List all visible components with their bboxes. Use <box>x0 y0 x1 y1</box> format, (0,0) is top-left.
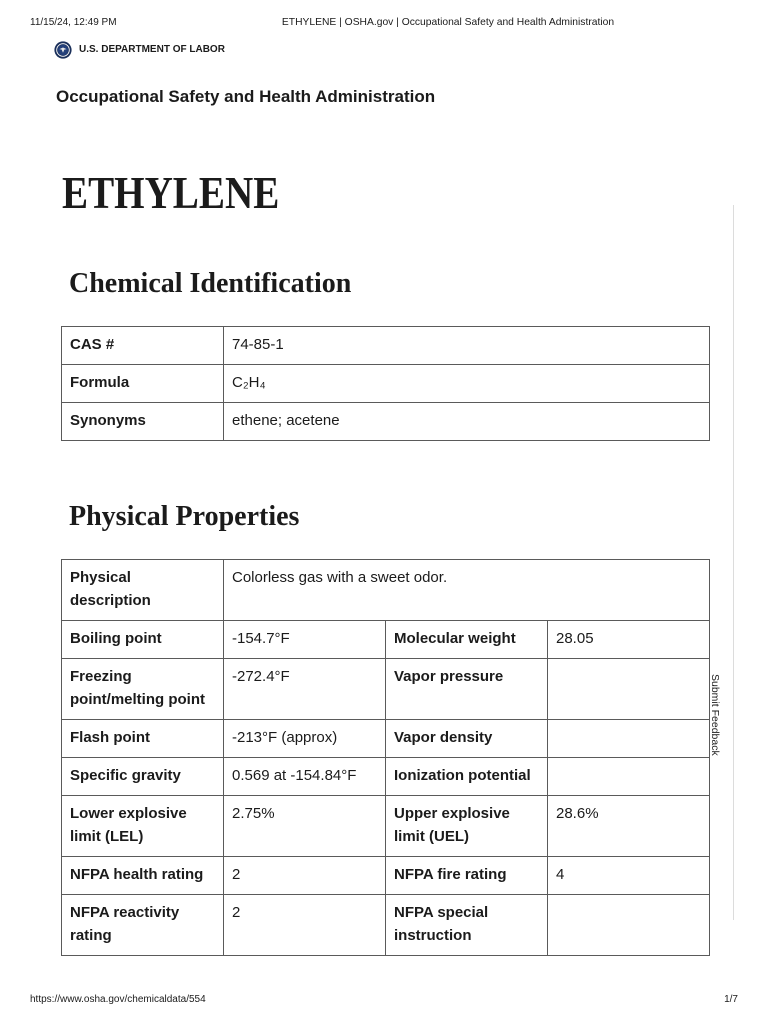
table-row <box>62 895 710 956</box>
print-footer-url: https://www.osha.gov/chemicaldata/554 <box>30 994 206 1005</box>
nfpa-reactivity-rating-label: NFPA reactivity rating <box>62 895 224 956</box>
table-row <box>62 857 710 895</box>
lower-explosive-limit-label: Lower explosive limit (LEL) <box>62 796 224 857</box>
ionization-potential-label: Ionization potential <box>386 758 548 796</box>
table-row <box>62 796 710 857</box>
formula-value: C₂H₄ <box>224 365 710 403</box>
chemical-identification-heading: Chemical Identification <box>69 268 352 299</box>
synonyms-label: Synonyms <box>62 403 224 441</box>
vapor-density-label: Vapor density <box>386 720 548 758</box>
nfpa-fire-rating-value: 4 <box>548 857 710 895</box>
dol-home-link[interactable] <box>54 41 225 59</box>
boiling-point-value: -154.7°F <box>224 621 386 659</box>
freezing-point-label: Freezing point/melting point <box>62 659 224 720</box>
department-name: U.S. DEPARTMENT OF LABOR <box>79 44 225 55</box>
print-header-title: ETHYLENE | OSHA.gov | Occupational Safety and Health Administration <box>281 17 615 28</box>
table-row <box>62 365 710 403</box>
flash-point-label: Flash point <box>62 720 224 758</box>
nfpa-special-instruction-label: NFPA special instruction <box>386 895 548 956</box>
synonyms-value: ethene; acetene <box>224 403 710 441</box>
table-row <box>62 758 710 796</box>
physical-description-label: Physical description <box>62 560 224 621</box>
vapor-density-value <box>548 720 710 758</box>
print-footer-page-indicator: 1/7 <box>724 994 738 1005</box>
vapor-pressure-label: Vapor pressure <box>386 659 548 720</box>
table-row <box>62 403 710 441</box>
nfpa-special-instruction-value <box>548 895 710 956</box>
nfpa-fire-rating-label: NFPA fire rating <box>386 857 548 895</box>
submit-feedback-button[interactable]: Submit Feedback <box>709 674 721 756</box>
formula-label: Formula <box>62 365 224 403</box>
lower-explosive-limit-value: 2.75% <box>224 796 386 857</box>
vapor-pressure-value <box>548 659 710 720</box>
nfpa-health-rating-label: NFPA health rating <box>62 857 224 895</box>
nfpa-health-rating-value: 2 <box>224 857 386 895</box>
side-divider <box>733 205 734 920</box>
upper-explosive-limit-value: 28.6% <box>548 796 710 857</box>
molecular-weight-value: 28.05 <box>548 621 710 659</box>
upper-explosive-limit-label: Upper explosive limit (UEL) <box>386 796 548 857</box>
molecular-weight-label: Molecular weight <box>386 621 548 659</box>
print-header-datetime: 11/15/24, 12:49 PM <box>30 17 117 28</box>
table-row <box>62 720 710 758</box>
cas-number-label: CAS # <box>62 327 224 365</box>
cas-number-value: 74-85-1 <box>224 327 710 365</box>
freezing-point-value: -272.4°F <box>224 659 386 720</box>
nfpa-reactivity-rating-value: 2 <box>224 895 386 956</box>
table-row <box>62 560 710 621</box>
physical-description-value: Colorless gas with a sweet odor. <box>224 560 710 621</box>
flash-point-value: -213°F (approx) <box>224 720 386 758</box>
specific-gravity-value: 0.569 at -154.84°F <box>224 758 386 796</box>
boiling-point-label: Boiling point <box>62 621 224 659</box>
physical-properties-heading: Physical Properties <box>69 501 300 532</box>
table-row <box>62 659 710 720</box>
table-row <box>62 327 710 365</box>
chemical-identification-table <box>61 326 710 441</box>
physical-properties-table <box>61 559 710 956</box>
page-title: ETHYLENE <box>62 167 280 218</box>
dol-seal-icon <box>54 41 72 59</box>
ionization-potential-value <box>548 758 710 796</box>
table-row <box>62 621 710 659</box>
specific-gravity-label: Specific gravity <box>62 758 224 796</box>
osha-home-link[interactable]: Occupational Safety and Health Administration <box>56 87 436 106</box>
